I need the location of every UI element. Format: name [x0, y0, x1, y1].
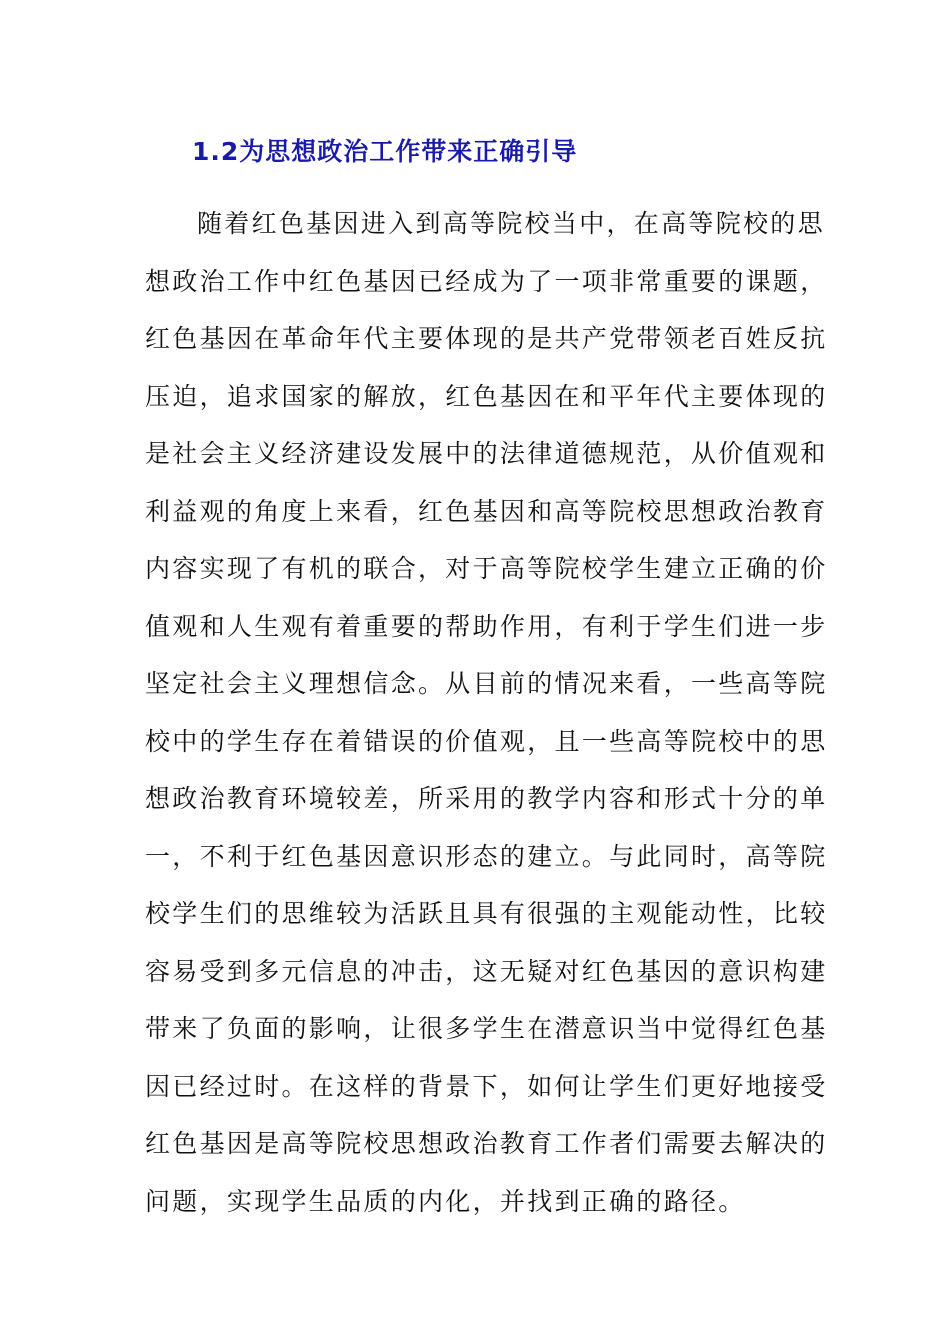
- text-line: 红色基因是高等院校思想政治教育工作者们需要去解决的: [145, 1129, 828, 1158]
- text-line: 压迫，追求国家的解放，红色基因在和平年代主要体现的: [145, 381, 828, 411]
- text-line: 容易受到多元信息的冲击，这无疑对红色基因的意识构建: [145, 956, 828, 986]
- text-line: 利益观的角度上来看，红色基因和高等院校思想政治教育: [145, 496, 828, 526]
- text-line: 随着红色基因进入到高等院校当中，在高等院校的思: [197, 209, 825, 238]
- text-line: 内容实现了有机的联合，对于高等院校学生建立正确的价: [145, 554, 828, 583]
- text-line: 校学生们的思维较为活跃且具有很强的主观能动性，比较: [145, 899, 828, 928]
- text-line: 带来了负面的影响，让很多学生在潜意识当中觉得红色基: [145, 1014, 828, 1043]
- paragraph: [145, 195, 828, 1230]
- section-heading: 1.2为思想政治工作带来正确引导: [192, 137, 578, 166]
- text-line: 坚定社会主义理想信念。从目前的情况来看，一些高等院: [145, 669, 828, 698]
- text-line: 校中的学生存在着错误的价值观，且一些高等院校中的思: [145, 726, 828, 756]
- text-line: 因已经过时。在这样的背景下，如何让学生们更好地接受: [145, 1071, 828, 1101]
- text-line: 想政治工作中红色基因已经成为了一项非常重要的课题，: [145, 266, 828, 296]
- text-line: 一，不利于红色基因意识形态的建立。与此同时，高等院: [145, 841, 828, 871]
- text-line: 问题，实现学生品质的内化，并找到正确的路径。: [145, 1186, 746, 1216]
- text-line: 红色基因在革命年代主要体现的是共产党带领老百姓反抗: [145, 324, 828, 353]
- text-line: 是社会主义经济建设发展中的法律道德规范，从价值观和: [145, 439, 828, 468]
- text-line: 值观和人生观有着重要的帮助作用，有利于学生们进一步: [145, 611, 828, 641]
- text-line: 想政治教育环境较差，所采用的教学内容和形式十分的单: [145, 784, 828, 813]
